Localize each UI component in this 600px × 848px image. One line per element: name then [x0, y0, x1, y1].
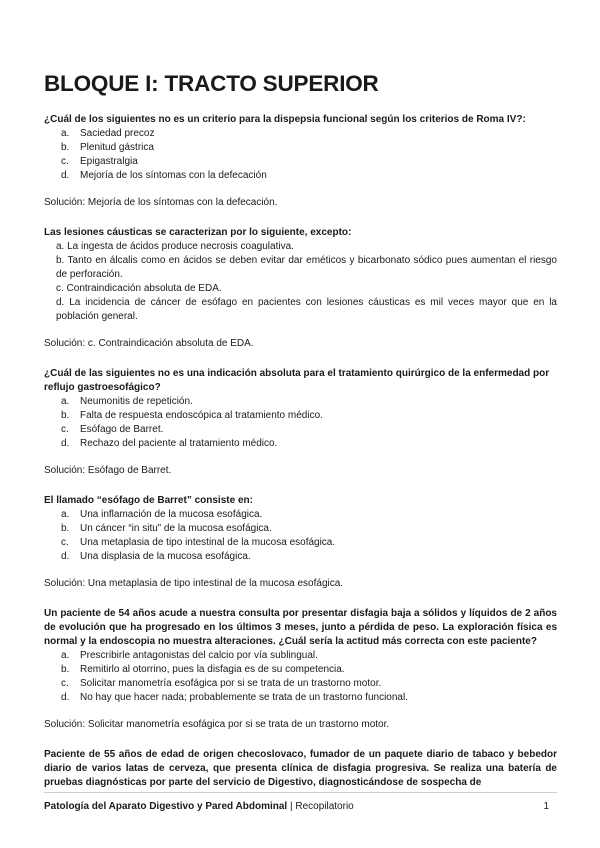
option-item: [44, 550, 557, 564]
option-item: [44, 437, 557, 451]
option-item: [44, 155, 557, 169]
option-list: [44, 649, 557, 705]
option-marker: c.: [61, 424, 69, 435]
solution-text: Solución: Esófago de Barret.: [44, 465, 172, 476]
option-text: Saciedad precoz: [80, 128, 155, 139]
option-item: [44, 141, 557, 155]
option-item: [44, 663, 557, 677]
option-marker: b.: [61, 410, 70, 421]
option-text: Una displasia de la mucosa esofágica.: [80, 551, 251, 562]
option-text: Mejoría de los síntomas con la defecación: [80, 170, 267, 181]
option-text: Una metaplasia de tipo intestinal de la mucosa esofágica.: [80, 537, 336, 548]
option-marker: b.: [61, 664, 70, 675]
question-block-3: [44, 367, 557, 478]
option-item: b. Tanto en álcalis como en ácidos se deben evitar dar eméticos y bicarbonato sódico pues aumentan el riesgo de perforación.: [56, 255, 557, 280]
question-text: El llamado “esófago de Barret” consiste en:: [44, 495, 253, 506]
question-block-1: [44, 113, 557, 210]
solution-text: Solución: Mejoría de los síntomas con la defecación.: [44, 197, 278, 208]
question-text: ¿Cuál de los siguientes no es un criterio para la dispepsia funcional según los criterios de Roma IV?:: [44, 114, 526, 125]
option-text: Rechazo del paciente al tratamiento médico.: [80, 438, 278, 449]
option-marker: a.: [61, 128, 70, 139]
solution-text: Solución: Solicitar manometría esofágica por si se trata de un trastorno motor.: [44, 719, 390, 730]
question-block-2: [44, 226, 557, 351]
solution-text: Solución: c. Contraindicación absoluta de EDA.: [44, 338, 254, 349]
option-marker: d.: [61, 551, 70, 562]
solution-text: Solución: Una metaplasia de tipo intestinal de la mucosa esofágica.: [44, 578, 344, 589]
option-marker: c.: [61, 156, 69, 167]
page-footer: [44, 792, 557, 814]
option-text: Esófago de Barret.: [80, 424, 164, 435]
option-item: [44, 423, 557, 437]
option-marker: a.: [61, 396, 70, 407]
option-item: a. La ingesta de ácidos produce necrosis coagulativa.: [56, 241, 294, 252]
option-marker: d.: [61, 170, 70, 181]
option-item: d. La incidencia de cáncer de esófago en pacientes con lesiones cáusticas es mil veces mayor que en la población general.: [56, 297, 557, 322]
option-text: Epigastralgia: [80, 156, 138, 167]
option-text: Prescribirle antagonistas del calcio por vía sublingual.: [80, 650, 318, 661]
option-marker: a.: [61, 650, 70, 661]
option-marker: c.: [61, 537, 69, 548]
option-text: Neumonitis de repetición.: [80, 396, 193, 407]
option-text: Plenitud gástrica: [80, 142, 154, 153]
option-item: [44, 649, 557, 663]
option-text: Un cáncer “in situ” de la mucosa esofágica.: [80, 523, 272, 534]
question-text: Un paciente de 54 años acude a nuestra consulta por presentar disfagia baja a sólidos y líquidos de 2 años de evolución que ha progresado en los últimos 3 meses, junto a pérdida de peso. La exploración física es normal y la endoscopia no muestra alteraciones. ¿Cuál sería la actitud más correcta con este paciente?: [44, 608, 557, 647]
option-marker: d.: [61, 438, 70, 449]
option-item: [44, 691, 557, 705]
option-list: [44, 395, 557, 451]
option-text: Una inflamación de la mucosa esofágica.: [80, 509, 263, 520]
option-item: [44, 536, 557, 550]
option-item: [44, 677, 557, 691]
question-text: Las lesiones cáusticas se caracterizan por lo siguiente, excepto:: [44, 227, 352, 238]
option-item: c. Contraindicación absoluta de EDA.: [56, 283, 222, 294]
option-text: Solicitar manometría esofágica por si se trata de un trastorno motor.: [80, 678, 382, 689]
option-item: [44, 395, 557, 409]
question-text: ¿Cuál de las siguientes no es una indicación absoluta para el tratamiento quirúrgico de la enfermedad por reflujo gastroesofágico?: [44, 368, 550, 393]
option-text: Remitirlo al otorrino, pues la disfagia es de su competencia.: [80, 664, 345, 675]
question-block-5: [44, 607, 557, 732]
question-block-6: [44, 748, 557, 790]
page-number: 1: [543, 801, 549, 812]
page-title: BLOQUE I: TRACTO SUPERIOR: [44, 71, 379, 96]
option-marker: b.: [61, 523, 70, 534]
option-item: [44, 409, 557, 423]
option-text: No hay que hacer nada; probablemente se trata de un trastorno funcional.: [80, 692, 408, 703]
option-item: [44, 169, 557, 183]
option-marker: b.: [61, 142, 70, 153]
option-marker: d.: [61, 692, 70, 703]
option-marker: a.: [61, 509, 70, 520]
question-text: Paciente de 55 años de edad de origen checoslovaco, fumador de un paquete diario de tabaco y bebedor diario de varios latas de cerveza, que presenta clínica de disfagia progresiva. Se realiza una batería de pruebas diagnósticas por parte del servicio de Digestivo, diagnosticándose de sospecha de: [44, 749, 557, 788]
footer-course-title: Patología del Aparato Digestivo y Pared Abdominal: [44, 801, 288, 812]
option-list: [44, 127, 557, 183]
option-item: [44, 522, 557, 536]
footer-subtitle: | Recopilatorio: [287, 801, 354, 812]
document-page: [44, 70, 557, 790]
option-text: Falta de respuesta endoscópica al tratamiento médico.: [80, 410, 323, 421]
option-marker: c.: [61, 678, 69, 689]
question-block-4: [44, 494, 557, 591]
option-item: [44, 127, 557, 141]
option-list: [44, 508, 557, 564]
option-item: [44, 508, 557, 522]
